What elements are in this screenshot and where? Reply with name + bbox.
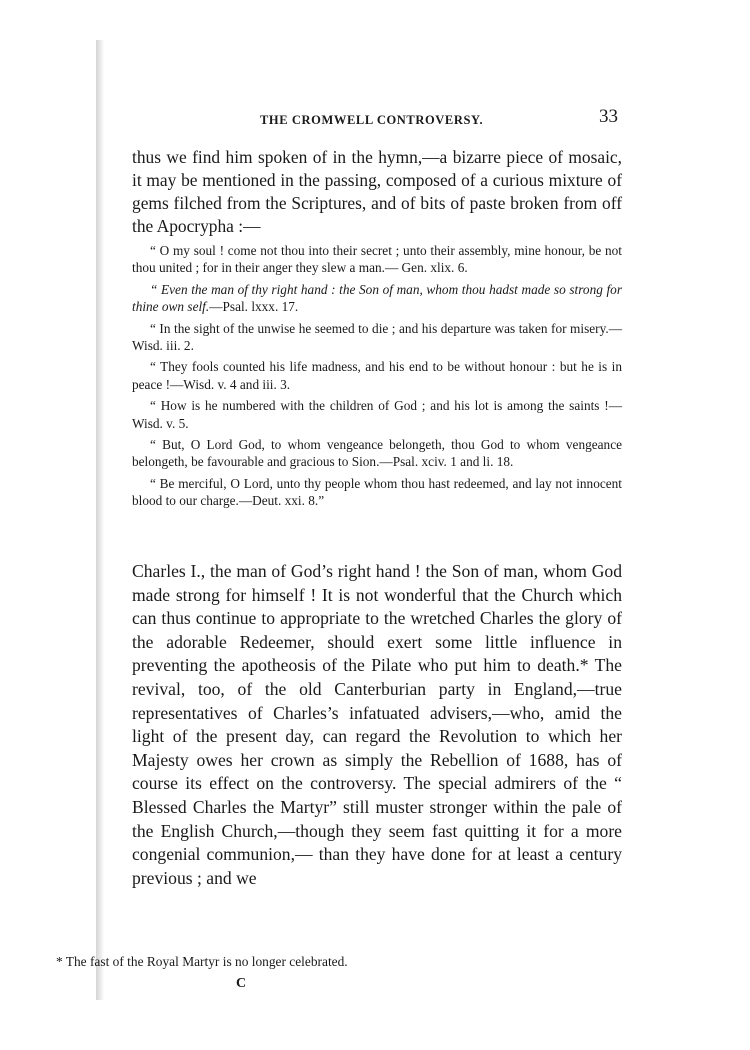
quote-wisd-3-2	[132, 320, 622, 355]
quote-text: “ In the sight of the unwise he seemed to die ; and his departure was taken for misery.—Wisd. iii. 2.	[132, 320, 622, 354]
quote-wisd-5-4	[132, 358, 622, 393]
quote-text: “ But, O Lord God, to whom vengeance belongeth, thou God to whom vengeance belongeth, be favourable and gracious to Sion.—Psal. xciv. 1 and li. 18.	[132, 437, 622, 470]
quote-psal-94-1	[132, 436, 622, 471]
quote-citation: —Psal. lxxx. 17.	[209, 299, 299, 315]
main-paragraph: Charles I., the man of God’s right hand ! the Son of man, whom God made strong for himself ! It is not wonderful that the Church which can thus continue to appropriate to the wretched Charles the glory of the adorable Redeemer, should exert some little influence in preventing the apotheosis of the Pilate who put him to death.* The revival, too, of the old Canterburian party in England,—true representatives of Charles’s infatuated advisers,—who, amid the light of the present day, can regard the Revolution to which her Majesty owes her crown as simply the Rebellion of 1688, has of course its effect on the controversy. The special admirers of the “ Blessed Charles the Martyr” still muster stronger within the pale of the English Church,—though they seem fast quitting it for a more congenial communion,— than they have done for at least a century previous ; and we	[132, 561, 622, 888]
lead-paragraph: thus we find him spoken of in the hymn,—a bizarre piece of mosaic, it may be mentioned in the passing, composed of a curious mixture of gems filched from the Scriptures, and of bits of paste broken from off the Apocrypha :—	[132, 147, 622, 236]
lead-paragraph-block	[132, 146, 622, 238]
page-number: 33	[599, 106, 618, 127]
quote-text: “ Be merciful, O Lord, unto thy people whom thou hast redeemed, and lay not innocent blood to our charge.—Deut. xxi. 8.”	[132, 475, 622, 509]
signature-mark: C	[236, 976, 247, 991]
footnote: * The fast of the Royal Martyr is no longer celebrated.	[56, 954, 348, 969]
page-gutter-shadow	[96, 40, 104, 1000]
quote-gen-49-6	[132, 242, 622, 277]
quote-text: “ O my soul ! come not thou into their secret ; unto their assembly, mine honour, be not thou united ; for in their anger they slew a man.— Gen. xlix. 6.	[132, 243, 622, 276]
quote-deut-21-8	[132, 475, 622, 510]
quote-wisd-5-5	[132, 397, 622, 432]
main-paragraph-block	[132, 560, 622, 890]
quote-text: “ How is he numbered with the children of God ; and his lot is among the saints !—Wisd. v. 5.	[132, 398, 622, 431]
quote-text: “ They fools counted his life madness, and his end to be without honour : but he is in peace !—Wisd. v. 4 and iii. 3.	[132, 359, 622, 392]
quote-psal-80-17	[132, 281, 622, 316]
quote-italic-text: “ Even the man of thy right hand : the Son of man, whom thou hadst made so strong for thine own self.	[132, 281, 622, 315]
running-head: THE CROMWELL CONTROVERSY.	[260, 113, 484, 127]
page-header	[132, 106, 622, 136]
quotation-block	[132, 242, 622, 514]
